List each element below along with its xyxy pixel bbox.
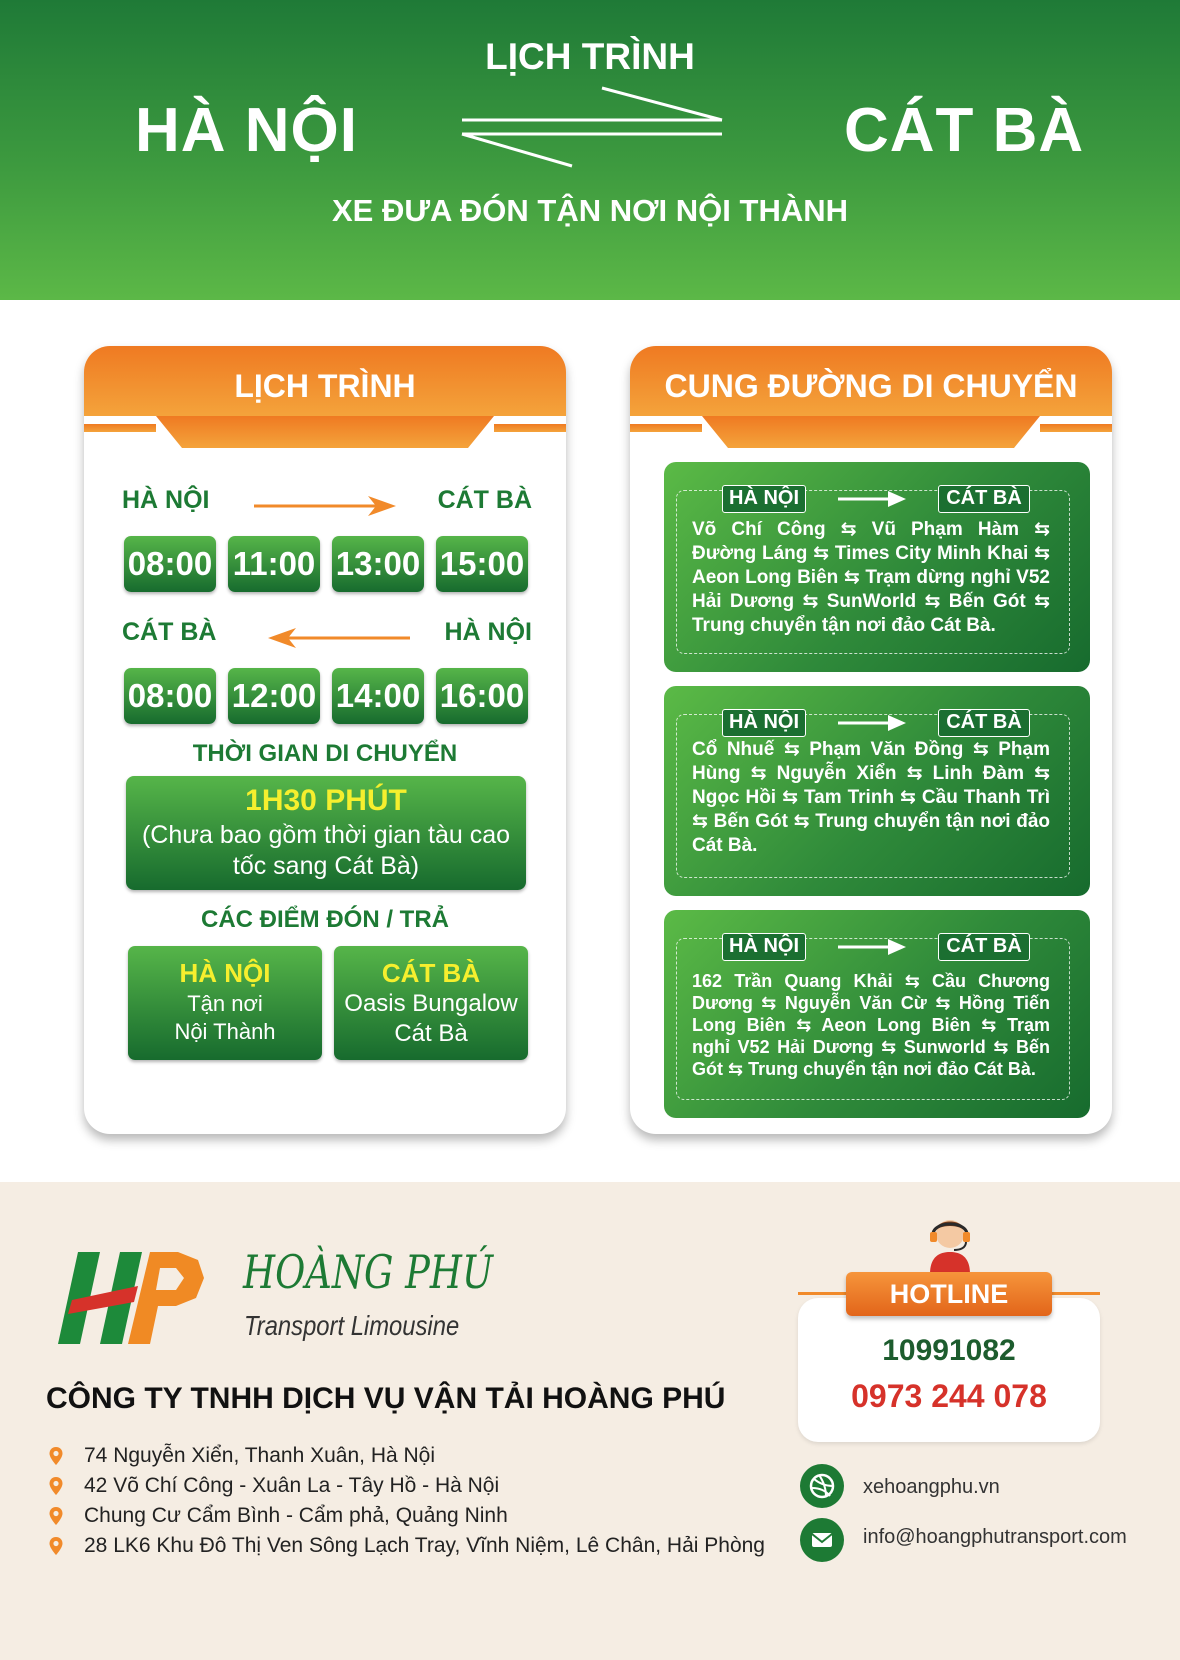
route-to: CÁT BÀ <box>938 709 1030 737</box>
pickup-city: CÁT BÀ <box>381 958 481 988</box>
pickup-detail: Tận nơi <box>187 991 263 1016</box>
duration-box <box>126 776 526 890</box>
outbound-to: CÁT BÀ <box>437 486 532 514</box>
route-to: CÁT BÀ <box>938 933 1030 961</box>
route-description <box>692 970 1050 1080</box>
address-item <box>46 1474 499 1498</box>
departure-time: 11:00 <box>228 536 320 592</box>
location-pin-icon <box>46 1536 66 1556</box>
route-line: Trung chuyển tận nơi đảo Cát Bà. <box>692 615 996 636</box>
arrow-right-icon <box>836 713 908 733</box>
location-pin-icon <box>46 1446 66 1466</box>
duration-value: 1H30 PHÚT <box>245 784 407 817</box>
address-item <box>46 1534 765 1558</box>
route-line: Long Biên ⇆ Aeon Long Biên ⇆ Trạm <box>692 1015 1050 1035</box>
route-to: CÁT BÀ <box>938 485 1030 513</box>
route-line: Cát Bà. <box>692 835 758 856</box>
route-line: 162 Trần Quang Khải ⇆ Cầu Chương <box>692 971 1050 991</box>
duration-label: THỜI GIAN DI CHUYỂN <box>192 740 458 767</box>
address-text: Chung Cư Cẩm Bình - Cẩm phả, Quảng Ninh <box>84 1504 508 1527</box>
routes-card <box>630 346 1112 1134</box>
pickup-catba <box>334 946 528 1060</box>
return-times <box>124 668 524 724</box>
arrow-left-icon <box>262 622 412 654</box>
arrow-right-icon <box>252 490 402 522</box>
route-line: nghỉ V52 Hải Dương ⇆ Sunworld ⇆ Bến <box>692 1037 1050 1057</box>
round-trip-arrows-icon <box>452 82 732 172</box>
pickup-detail: Cát Bà <box>394 1020 468 1047</box>
hotline-phone-2[interactable]: 0973 244 078 <box>851 1378 1047 1414</box>
departure-time: 15:00 <box>436 536 528 592</box>
route-panel <box>664 686 1090 896</box>
header-banner <box>0 0 1180 300</box>
departure-time: 13:00 <box>332 536 424 592</box>
route-line: Đường Láng ⇆ Times City Minh Khai ⇆ <box>692 543 1050 564</box>
route-line: Aeon Long Biên ⇆ Trạm dừng nghỉ V52 <box>692 567 1050 588</box>
address-text: 74 Nguyễn Xiển, Thanh Xuân, Hà Nội <box>84 1444 436 1467</box>
route-panel <box>664 462 1090 672</box>
address-item <box>46 1504 508 1528</box>
route-panel <box>664 910 1090 1118</box>
schedule-card-title: LỊCH TRÌNH <box>234 368 416 404</box>
departure-time: 08:00 <box>124 536 216 592</box>
header-from-city: HÀ NỘI <box>135 96 358 165</box>
route-line: Dương ⇆ Nguyễn Văn Cừ ⇆ Hồng Tiến <box>692 993 1050 1013</box>
hotline-phone-1[interactable]: 10991082 <box>882 1334 1016 1367</box>
arrow-right-icon <box>836 937 908 957</box>
header-to-city: CÁT BÀ <box>844 96 1085 165</box>
route-from: HÀ NỘI <box>722 485 806 513</box>
address-text: 28 LK6 Khu Đô Thị Ven Sông Lạch Tray, Vĩnh Niệm, Lê Chân, Hải Phòng <box>84 1534 765 1557</box>
location-pin-icon <box>46 1476 66 1496</box>
email-icon <box>800 1518 844 1562</box>
route-description <box>692 738 1050 858</box>
email-link[interactable]: info@hoangphutransport.com <box>863 1526 1127 1548</box>
location-pin-icon <box>46 1506 66 1526</box>
return-from: CÁT BÀ <box>122 618 217 646</box>
route-from: HÀ NỘI <box>722 709 806 737</box>
departure-time: 14:00 <box>332 668 424 724</box>
route-from: HÀ NỘI <box>722 933 806 961</box>
web-icon <box>800 1464 844 1508</box>
departure-time: 08:00 <box>124 668 216 724</box>
route-line: Hùng ⇆ Nguyễn Xiển ⇆ Linh Đàm ⇆ <box>692 763 1050 784</box>
brand-subtitle: Transport Limousine <box>244 1310 460 1341</box>
address-text: 42 Võ Chí Công - Xuân La - Tây Hồ - Hà Nội <box>84 1474 500 1497</box>
return-direction <box>122 618 532 658</box>
brand-name: HOÀNG PHÚ <box>243 1245 493 1299</box>
duration-note-2: tốc sang Cát Bà) <box>232 852 420 880</box>
hotline-label: HOTLINE <box>846 1272 1052 1316</box>
route-line: ⇆ Bến Gót ⇆ Trung chuyển tận nơi đảo <box>692 811 1050 832</box>
routes-card-title: CUNG ĐƯỜNG DI CHUYỂN <box>664 368 1078 404</box>
departure-time: 12:00 <box>228 668 320 724</box>
support-agent-icon <box>922 1210 978 1274</box>
route-line: Hải Dương ⇆ SunWorld ⇆ Bến Gót ⇆ <box>692 591 1050 612</box>
return-to: HÀ NỘI <box>444 618 532 646</box>
company-name: CÔNG TY TNHH DỊCH VỤ VẬN TẢI HOÀNG PHÚ <box>46 1382 726 1415</box>
route-line: Gót ⇆ Trung chuyển tận nơi đảo Cát Bà. <box>692 1059 1036 1079</box>
pickup-city: HÀ NỘI <box>179 958 271 988</box>
pickup-detail: Oasis Bungalow <box>344 990 518 1017</box>
pickup-label: CÁC ĐIỂM ĐÓN / TRẢ <box>201 906 449 933</box>
departure-time: 16:00 <box>436 668 528 724</box>
duration-note-1: (Chưa bao gồm thời gian tàu cao <box>141 821 511 849</box>
arrow-right-icon <box>836 489 908 509</box>
hotline-box <box>798 1298 1100 1442</box>
route-line: Ngọc Hồi ⇆ Tam Trinh ⇆ Cầu Thanh Trì <box>692 787 1050 808</box>
website-link[interactable]: xehoangphu.vn <box>863 1476 1000 1498</box>
pickup-detail: Nội Thành <box>174 1019 276 1044</box>
route-description <box>692 518 1050 638</box>
outbound-from: HÀ NỘI <box>122 486 210 514</box>
outbound-times <box>124 536 524 592</box>
route-line: Cổ Nhuế ⇆ Phạm Văn Đồng ⇆ Phạm <box>692 739 1050 760</box>
outbound-direction <box>122 486 532 526</box>
schedule-card <box>84 346 566 1134</box>
route-line: Võ Chí Công ⇆ Vũ Phạm Hàm ⇆ <box>692 519 1050 540</box>
header-subtitle: XE ĐƯA ĐÓN TẬN NƠI NỘI THÀNH <box>331 193 848 228</box>
hp-logo-icon <box>58 1248 208 1348</box>
header-title: LỊCH TRÌNH <box>485 36 695 77</box>
pickup-hanoi <box>128 946 322 1060</box>
address-item <box>46 1444 435 1468</box>
